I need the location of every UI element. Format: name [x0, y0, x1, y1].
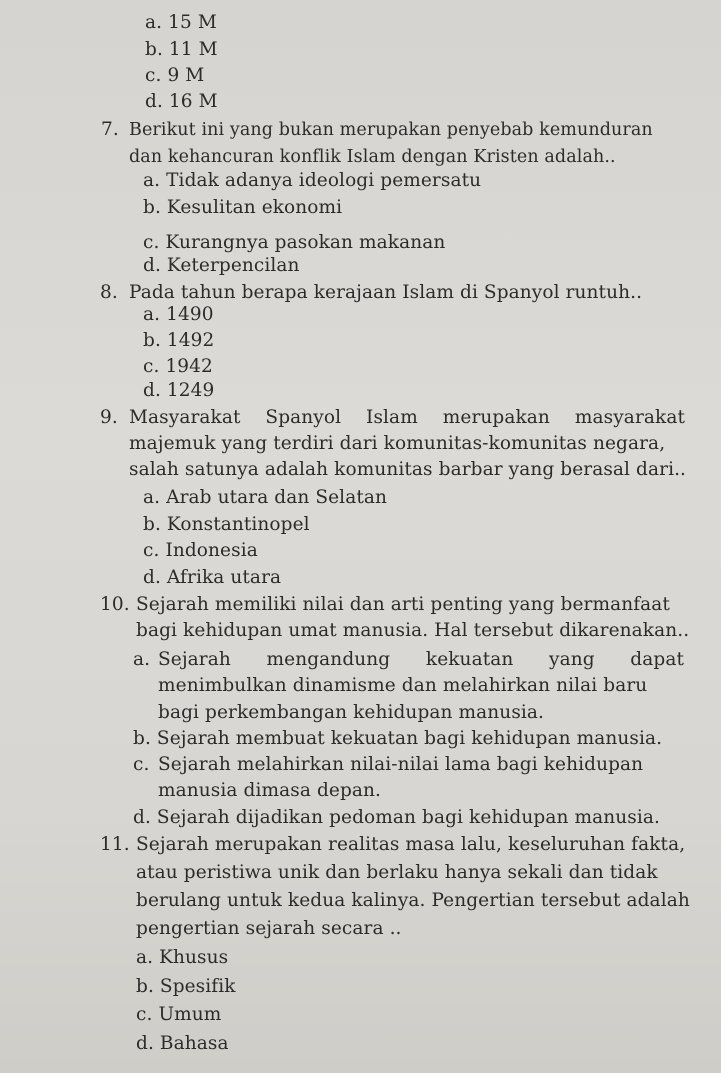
q11-question-line-2: atau peristiwa unik dan berlaku hanya sekali dan tidak — [136, 862, 658, 883]
q11-question-line-3: berulang untuk kedua kalinya. Pengertian tersebut adalah — [136, 890, 690, 911]
q11-option-c: c. Umum — [136, 1004, 222, 1025]
q9-option-b: b. Konstantinopel — [143, 514, 310, 535]
q10-option-c-line-1: Sejarah melahirkan nilai-nilai lama bagi kehidupan — [158, 754, 644, 775]
q7-option-d: d. Keterpencilan — [143, 255, 300, 276]
q7-option-a: a. Tidak adanya ideologi pemersatu — [143, 170, 482, 191]
q9-question-line-2: majemuk yang terdiri dari komunitas-komunitas negara, — [129, 433, 666, 454]
q9-question-line-1: Masyarakat Spanyol Islam merupakan masyarakat — [129, 407, 685, 428]
q11-option-b: b. Spesifik — [136, 976, 236, 997]
q6-option-c: c. 9 M — [145, 65, 205, 86]
q8-option-b: b. 1492 — [143, 330, 215, 351]
q9-question-line-3: salah satunya adalah komunitas barbar yang berasal dari.. — [129, 459, 687, 480]
q10-option-a-line-2: menimbulkan dinamisme dan melahirkan nilai baru — [158, 675, 648, 696]
q8-question-line-1: Pada tahun berapa kerajaan Islam di Spanyol runtuh.. — [129, 282, 643, 303]
q7-number: 7. — [101, 119, 119, 140]
q10-option-b: b. Sejarah membuat kekuatan bagi kehidupan manusia. — [133, 728, 663, 749]
q9-option-d: d. Afrika utara — [143, 567, 282, 588]
q6-option-d: d. 16 M — [145, 91, 218, 112]
q10-number: 10. — [100, 594, 130, 615]
q10-question-line-1: Sejarah memiliki nilai dan arti penting yang bermanfaat — [136, 594, 670, 615]
q11-question-line-1: Sejarah merupakan realitas masa lalu, keseluruhan fakta, — [136, 834, 686, 855]
q9-option-c: c. Indonesia — [143, 540, 258, 561]
q9-number: 9. — [100, 407, 118, 428]
q7-question-line-2: dan kehancuran konflik Islam dengan Kristen adalah.. — [129, 147, 616, 167]
q8-option-c: c. 1942 — [143, 356, 213, 377]
q7-option-c: c. Kurangnya pasokan makanan — [143, 232, 446, 253]
q10-question-line-2: bagi kehidupan umat manusia. Hal tersebut dikarenakan.. — [136, 620, 690, 641]
q10-option-c-letter: c. — [133, 754, 150, 775]
q11-number: 11. — [100, 834, 130, 855]
q9-option-a: a. Arab utara dan Selatan — [143, 487, 388, 508]
q11-option-d: d. Bahasa — [136, 1033, 229, 1054]
q6-option-a: a. 15 M — [145, 12, 217, 33]
q11-question-line-4: pengertian sejarah secara .. — [136, 918, 402, 939]
q7-option-b: b. Kesulitan ekonomi — [143, 197, 343, 218]
q8-number: 8. — [100, 282, 118, 303]
q10-option-c-line-2: manusia dimasa depan. — [158, 780, 382, 801]
q10-option-a-line-3: bagi perkembangan kehidupan manusia. — [158, 702, 545, 723]
q10-option-a-line-1: Sejarah mengandung kekuatan yang dapat — [158, 649, 684, 670]
q7-question-line-1: Berikut ini yang bukan merupakan penyebab kemunduran — [129, 120, 653, 140]
q8-option-d: d. 1249 — [143, 380, 215, 401]
q10-option-d: d. Sejarah dijadikan pedoman bagi kehidupan manusia. — [133, 807, 660, 828]
q6-option-b: b. 11 M — [145, 39, 218, 60]
q10-option-a-letter: a. — [133, 649, 151, 670]
q8-option-a: a. 1490 — [143, 304, 214, 325]
q11-option-a: a. Khusus — [136, 947, 229, 968]
